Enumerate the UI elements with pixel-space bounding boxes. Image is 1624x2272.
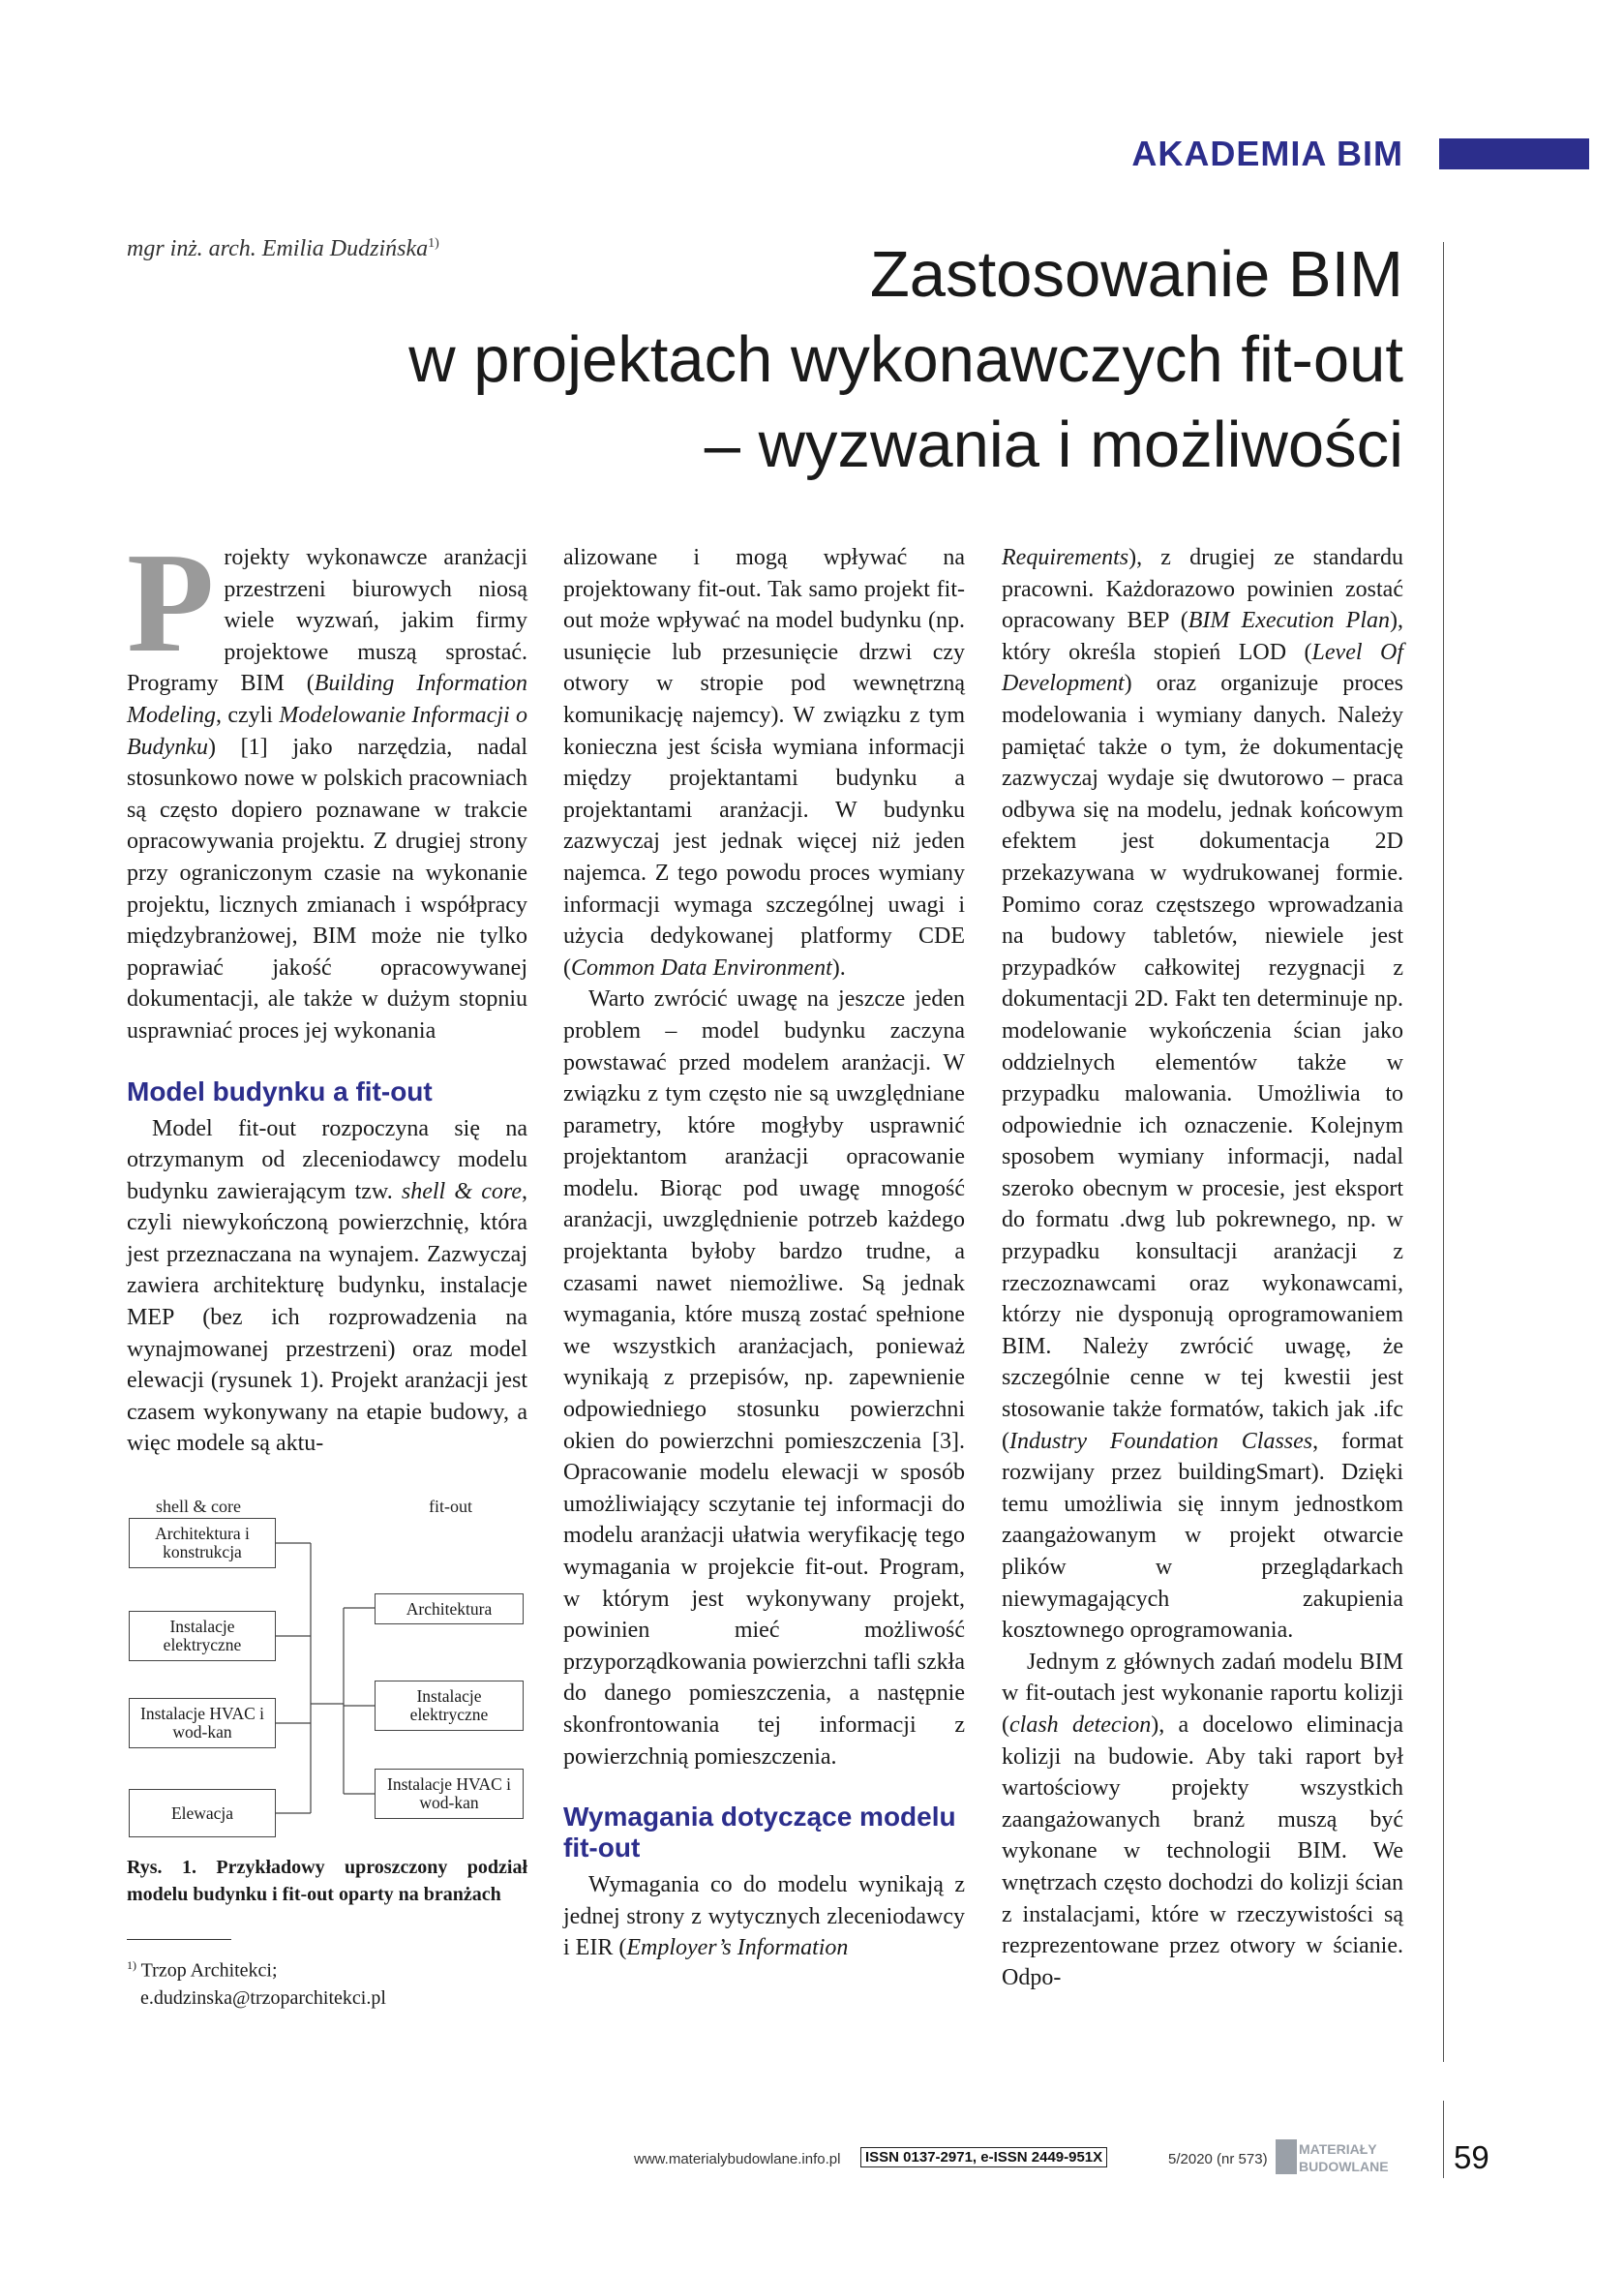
box-instalacje-elektryczne-right: Instalacje elektryczne bbox=[375, 1681, 524, 1731]
column-3 bbox=[1002, 542, 1403, 1993]
box-instalacje-hvac-right: Instalacje HVAC i wod-kan bbox=[375, 1769, 524, 1819]
box-instalacje-hvac-left: Instalacje HVAC i wod-kan bbox=[129, 1698, 276, 1748]
intro-paragraph bbox=[127, 524, 527, 1047]
section-heading: Wymagania dotyczące modelu fit-out bbox=[563, 1802, 956, 1863]
text-run-italic: shell & core bbox=[401, 1178, 523, 1204]
footnote-rule bbox=[127, 1939, 231, 1940]
text-run-italic: Level Of Development bbox=[1002, 639, 1404, 697]
label-fit-out: fit-out bbox=[429, 1497, 472, 1516]
drop-cap: P bbox=[127, 524, 215, 682]
text-run: , format rozwijany przez buildingSmart). Dzięki temu umożliwia się innym jednostkom zaangażowanym w projekt otwarcie plików w przeglądarkach niewymagających zakupienia kosztownego oprogramowania. bbox=[1002, 1428, 1403, 1644]
footer-url[interactable]: www.materialybudowlane.info.pl bbox=[634, 2151, 841, 2167]
footnote-email[interactable]: e.dudzinska@trzoparchitekci.pl bbox=[140, 1986, 386, 2009]
text-run: alizowane i mogą wpływać na projektowany fit-out. Tak samo projekt fit-out może wpływać na model budynku (np. usunięcie lub przesunięcie drzwi czy otwory w stropie pod wewnętrzną komunikację najemcy). W związku z tym konieczna jest ścisła wymiana informacji między projektantami budynku a projektantami aranżacji. W budynku zazwyczaj jest jednak więcej niż jeden najemca. Z tego powodu proces wymiany informacji wymaga szczególnej uwagi i użycia dedykowanej platformy CDE ( bbox=[563, 545, 965, 981]
text-run: ), a docelowo eliminacja kolizji na budowie. Aby taki raport był wartościowy projekty wszystkich zaangażowanych branż muszą być wykonane w technologii BIM. We wnętrzach często dochodzi do kolizji ścian z instalacjami, które w rzeczywistości są rezprezentowane przez otwory w ścianie. Odpo- bbox=[1002, 1712, 1404, 1990]
text-run-italic: BIM Execution Plan bbox=[1188, 608, 1390, 634]
figure-diagram bbox=[127, 1491, 527, 1859]
logo-graphic bbox=[1274, 2136, 1401, 2178]
text-run-italic: Employer’s Information bbox=[626, 1935, 849, 1961]
page-number: 59 bbox=[1454, 2139, 1489, 2175]
title-line-3: – wyzwania i możliwości bbox=[704, 409, 1403, 481]
text-run: ), który określa stopień LOD ( bbox=[1002, 608, 1403, 665]
box-elewacja: Elewacja bbox=[129, 1789, 276, 1837]
text-run: Model fit-out rozpoczyna się na otrzymanym od zleceniodawcy modelu budynku zawierającym tzw. bbox=[127, 1115, 527, 1204]
box-architektura-konstrukcja: Architektura i konstrukcja bbox=[129, 1518, 276, 1568]
footnote-affiliation: Trzop Architekci; bbox=[140, 1959, 278, 1982]
author-name: mgr inż. arch. Emilia Dudzińska bbox=[127, 236, 429, 261]
publication-logo bbox=[1274, 2136, 1401, 2178]
paragraph bbox=[1002, 542, 1403, 1647]
paragraph: Warto zwrócić uwagę na jeszcze jeden problem – model budynku zaczyna powstawać przed modelem aranżacji. W związku z tym często nie są uwzględniane parametry, które mogłyby usprawnić projektantom aranżacji opracowanie modelu. Biorąc pod uwagę mnogość aranżacji, uwzględnienie potrzeb każdego projektanta byłoby bardzo trudne, a czasami nawet niemożliwe. Są jednak wymagania, które muszą zostać spełnione we wszystkich aranżacjach, ponieważ wynikają z przepisów, np. zapewnienie odpowiedniego stosunku powierzchni okien do powierzchni pomieszczenia [3]. Opracowanie modelu elewacji w sposób umożliwiający sczytanie tej informacji do modelu aranżacji ułatwia weryfikację tego wymagania w projekcie fit-out. Program, w którym jest wykonywany projekt, powinien mieć możliwość przyporządkowania powierzchni tafli szkła do danego pomieszczenia, a następnie skonfrontowania tej informacji z powierzchnią pomieszczenia. bbox=[563, 986, 965, 1770]
text-run: ) oraz organizuje proces modelowania i wymiany danych. Należy pamiętać także o tym, że dokumentację zazwyczaj wydaje się dwutorowo – praca odbywa się na modelu, jednak końcowym efektem jest dokumentacja 2D przekazywana w wydrukowanej formie. Pomimo coraz częstszego wprowadzania na budowy tabletów, niewiele jest przypadków całkowitej rezygnacji z dokumentacji 2D. Fakt ten determinuje np. modelowanie wykończenia ścian jako oddzielnych elementów także w przypadku malowania. Umożliwia to odpowiednie ich oznaczenie. Kolejnym sposobem wymiany informacji, nadal szeroko obecnym w procesie, jest eksport do formatu .dwg lub pokrewnego, np. w przypadku konsultacji aranżacji z rzeczoznawcami oraz wykonawcami, którzy nie dysponują oprogramowaniem BIM. Należy zwrócić uwagę, że szczególnie cenne w tej kwestii jest stosowanie także formatów, takich jak .ifc ( bbox=[1002, 671, 1403, 1454]
footnote bbox=[127, 1952, 386, 2012]
section-label: AKADEMIA BIM bbox=[1131, 134, 1403, 173]
text-run-italic: Modelowanie Informacji o Budynku bbox=[127, 702, 527, 760]
text-run: Wymagania co do modelu wynikają z jednej strony z wytycznych zleceniodawcy i EIR ( bbox=[563, 1872, 965, 1961]
text-run-italic: Requirements bbox=[1002, 545, 1129, 570]
text-run: , czyli bbox=[215, 702, 280, 728]
paragraph bbox=[563, 542, 965, 984]
text-run-italic: Industry Foundation Classes bbox=[1009, 1428, 1313, 1454]
text-run-italic: Building Information Modeling bbox=[127, 671, 527, 728]
section-heading: Model budynku a fit-out bbox=[127, 1075, 433, 1106]
vertical-rule bbox=[1443, 242, 1444, 2062]
text-run-italic: Common Data Environment bbox=[571, 954, 832, 981]
title-line-1: Zastosowanie BIM bbox=[869, 238, 1403, 311]
logo-text-top: MATERIAŁY bbox=[1299, 2141, 1377, 2157]
column-1 bbox=[127, 524, 528, 1460]
paragraph bbox=[1002, 1647, 1403, 1994]
column-2 bbox=[563, 542, 965, 1964]
text-run: Jednym z głównych zadań modelu BIM w fit-outach jest wykonanie raportu kolizji ( bbox=[1002, 1649, 1403, 1738]
author-footnote-ref: 1) bbox=[428, 236, 439, 251]
footnote-line-1 bbox=[127, 1952, 386, 1984]
text-run: ), z drugiej ze standardu pracowni. Każdorazowo powinien zostać opracowany BEP ( bbox=[1002, 545, 1403, 634]
paragraph bbox=[127, 1113, 527, 1461]
footer-issue: 5/2020 (nr 573) bbox=[1168, 2151, 1268, 2167]
footnote-ref: 1) bbox=[127, 1958, 136, 1972]
text-run: ) [1] jako narzędzia, nadal stosunkowo nowe w polskich pracowniach są często dopiero poznawane w trakcie opracowywania projektu. Z drugiej strony przy ograniczonym czasie na wykonanie projektu, licznych zmianach i współpracy międzybranżowej, BIM może nie tylko poprawiać jakość opracowywanej dokumentacji, ale także w dużym stopniu usprawniać proces jej wykonania bbox=[127, 734, 527, 1044]
logo-text-bottom: BUDOWLANE bbox=[1299, 2159, 1389, 2174]
label-shell-core: shell & core bbox=[156, 1497, 241, 1516]
text-run: ). bbox=[831, 954, 846, 981]
footer-issn: ISSN 0137-2971, e-ISSN 2449-951X bbox=[860, 2147, 1107, 2167]
text-run: rojekty wykonawcze aranżacji przestrzeni biurowych niosą wiele wyzwań, jakim firmy projektowe muszą sprostać. Programy BIM ( bbox=[127, 545, 527, 697]
vertical-rule-footer bbox=[1443, 2101, 1444, 2178]
paragraph bbox=[563, 1869, 965, 1964]
figure-caption: Rys. 1. Przykładowy uproszczony podział modelu budynku i fit-out oparty na branżach bbox=[127, 1857, 527, 1905]
text-run: , czyli niewykończoną powierzchnię, która jest przeznaczana na wynajem. Zazwyczaj zawiera architekturę budynku, instalacje MEP (bez ich rozprowadzenia na wynajmowanej przestrzeni) oraz model elewacji (rysunek 1). Projekt aranżacji jest czasem wykonywany na etapie budowy, a więc modele są aktu- bbox=[127, 1178, 528, 1457]
box-instalacje-elektryczne-left: Instalacje elektryczne bbox=[129, 1611, 276, 1661]
text-run-italic: clash detecion bbox=[1009, 1712, 1152, 1738]
article-title bbox=[145, 232, 1403, 488]
box-architektura-right: Architektura bbox=[375, 1593, 524, 1624]
section-bar bbox=[1439, 138, 1589, 169]
title-line-2: w projektach wykonawczych fit-out bbox=[408, 323, 1403, 396]
